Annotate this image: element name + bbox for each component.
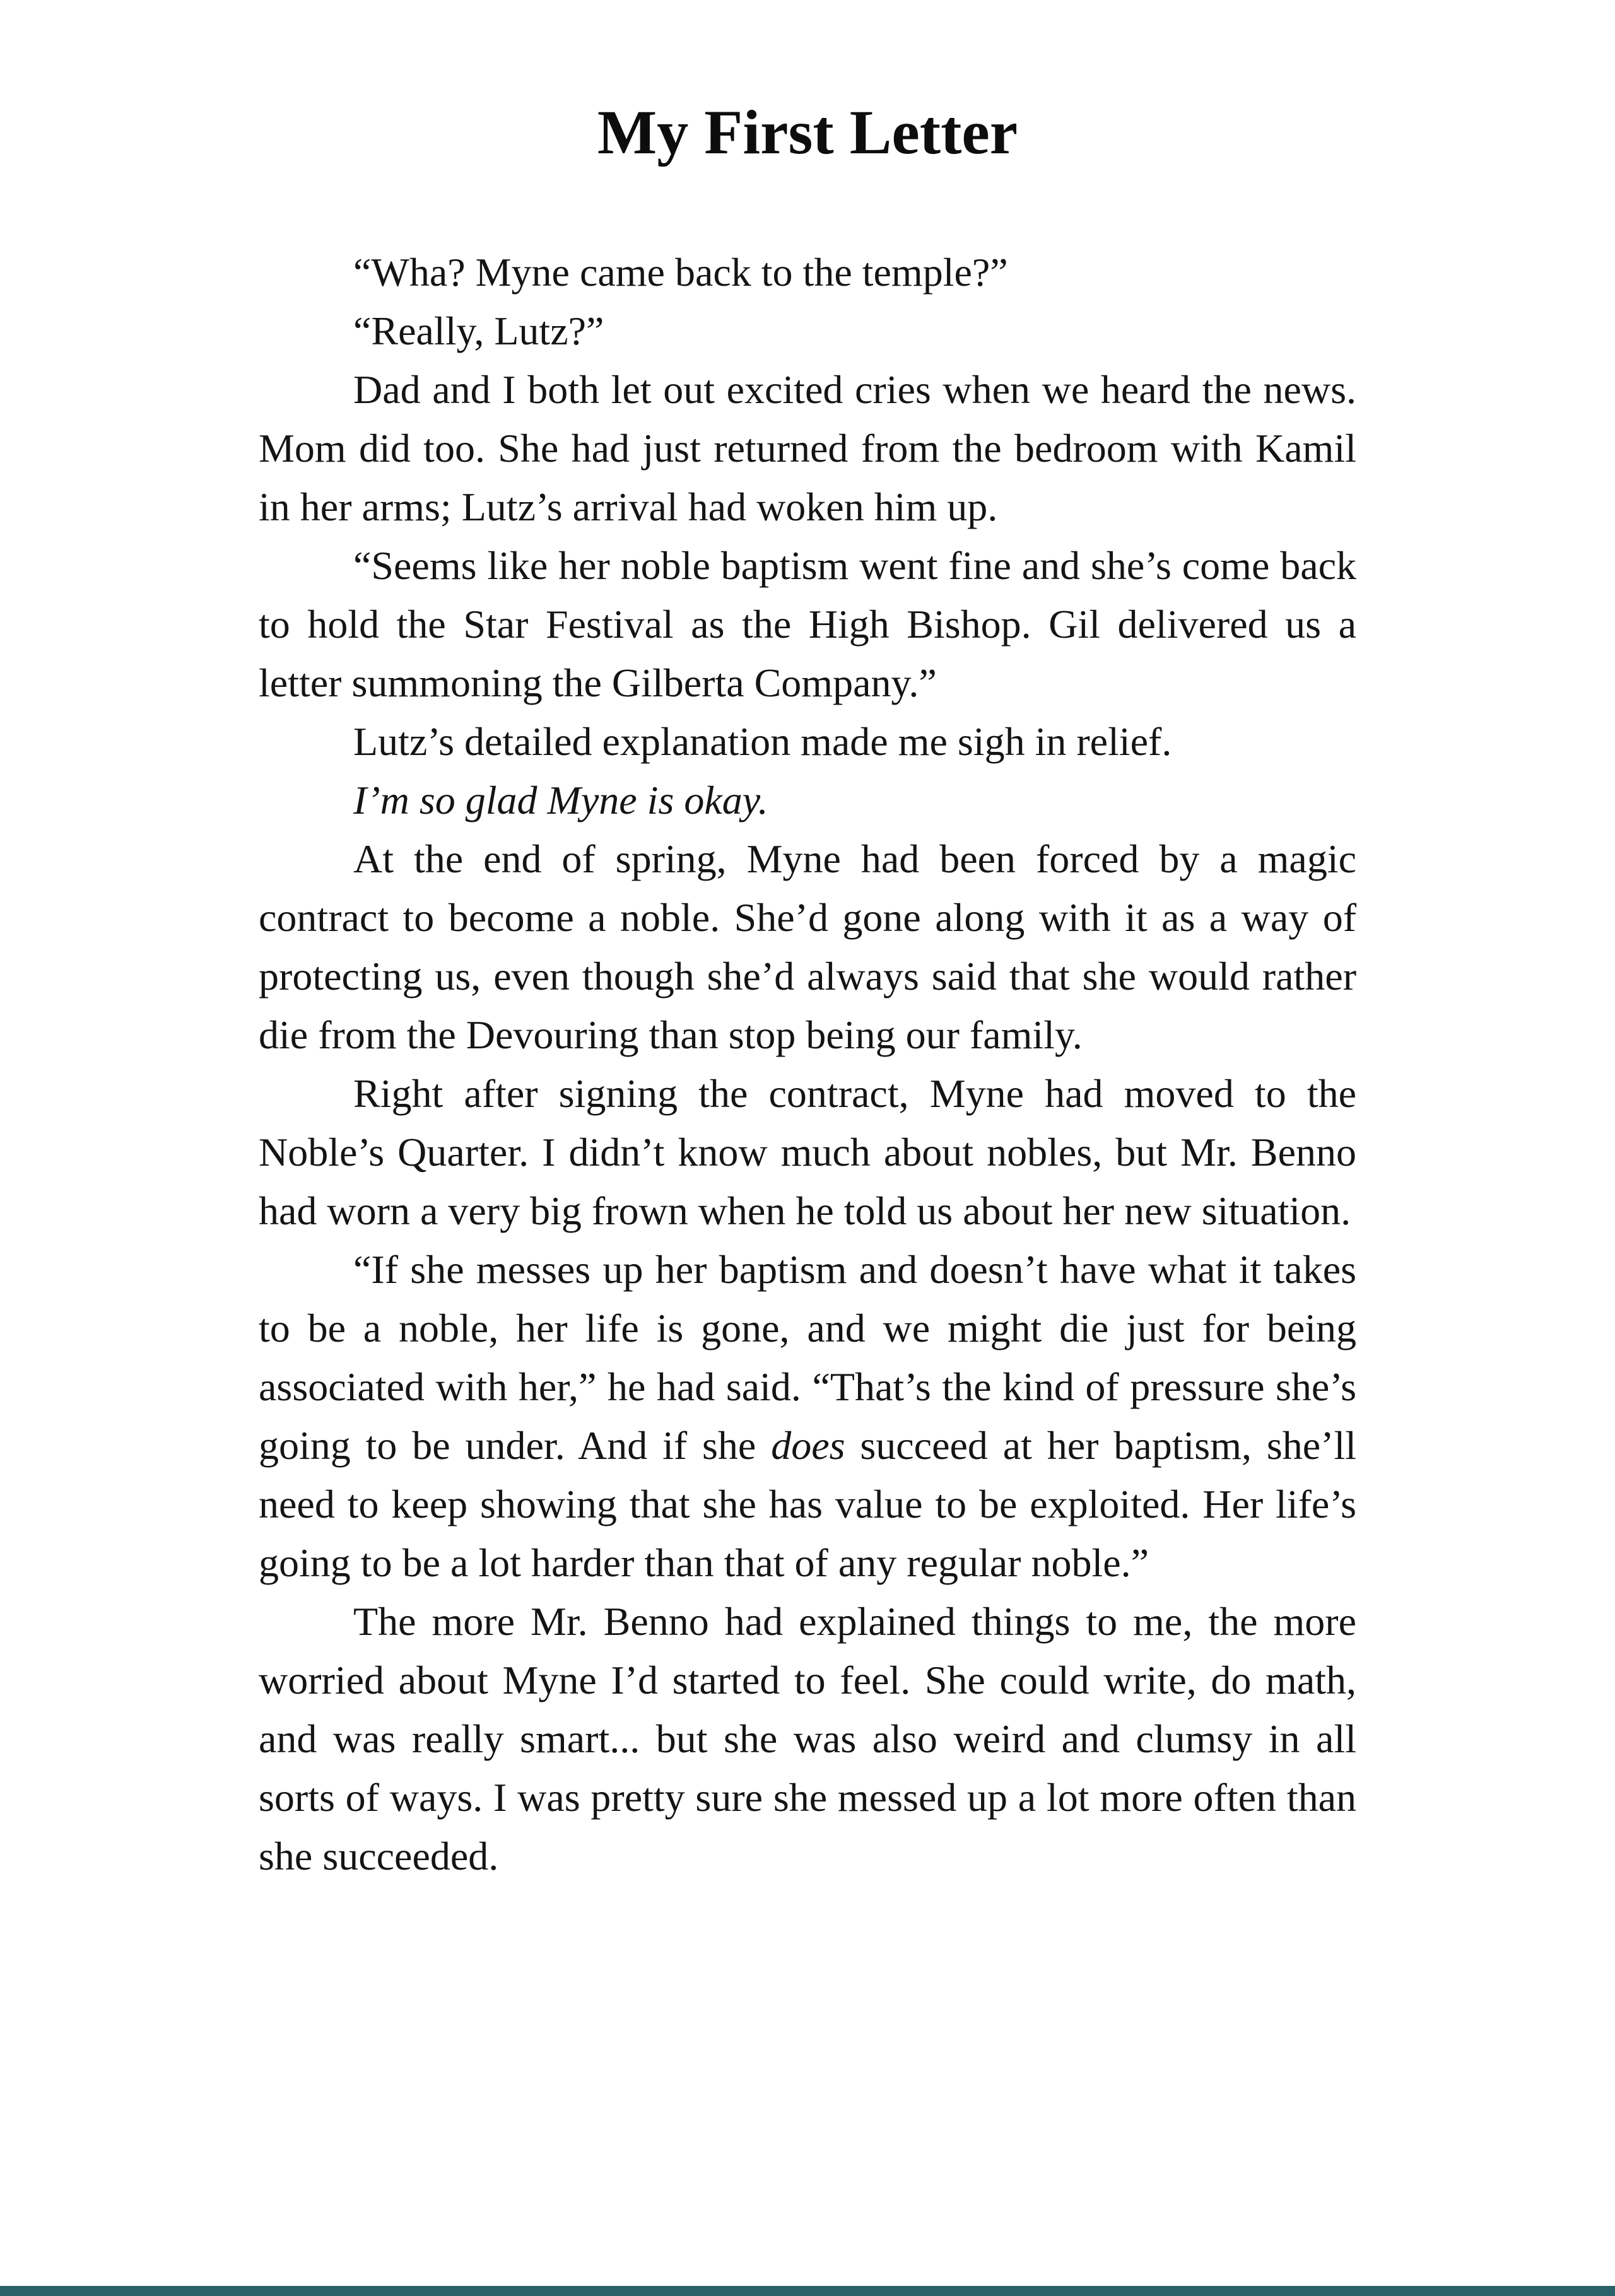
text-segment: “Seems like her noble baptism went fine and she’s come back to hold the Star Festival as the High Bishop. Gil delivered us a letter summoning the Gilberta Company.” (259, 543, 1356, 705)
text-segment: The more Mr. Benno had explained things to me, the more worried about Myne I’d started to feel. She could write, do math, and was really smart... but she was also weird and clumsy in all sorts of ways. I was pretty sure she messed up a lot more often than she succeeded. (259, 1599, 1356, 1878)
text-segment: “If she messes up her baptism and doesn’t have what it takes to be a noble, her life is gone, and we might die just for being associated with her,” he had said. “That’s the kind of pressure she’s going to be under. And if she (259, 1247, 1356, 1468)
text-segment: succeed at her baptism, she’ll need to keep showing that she has value to be exploited. Her life’s going to be a lot harder than that of any regular noble.” (259, 1423, 1357, 1585)
italic-text: does (771, 1423, 845, 1468)
paragraph (259, 1240, 1356, 1592)
paragraph (259, 1064, 1356, 1240)
text-segment: Right after signing the contract, Myne had moved to the Noble’s Quarter. I didn’t know much about nobles, but Mr. Benno had worn a very big frown when he told us about her new situation. (259, 1071, 1356, 1233)
paragraph (259, 1592, 1356, 1885)
text-segment: At the end of spring, Myne had been forced by a magic contract to become a noble. She’d gone along with it as a way of protecting us, even though she’d always said that she would rather die from the Devouring than stop being our family. (259, 836, 1356, 1057)
italic-text: I’m so glad Myne is okay. (353, 778, 768, 823)
bottom-progress-bar (0, 2286, 1615, 2296)
text-segment: “Really, Lutz?” (353, 308, 604, 353)
paragraph (259, 302, 1356, 360)
text-segment: Dad and I both let out excited cries when we heard the news. Mom did too. She had just returned from the bedroom with Kamil in her arms; Lutz’s arrival had woken him up. (259, 367, 1356, 529)
paragraph (259, 829, 1356, 1064)
paragraph (259, 712, 1356, 771)
chapter-title: My First Letter (597, 97, 1018, 167)
paragraph (259, 360, 1356, 536)
chapter-text (259, 243, 1356, 1885)
text-segment: Lutz’s detailed explanation made me sigh in relief. (353, 719, 1172, 764)
text-segment: “Wha? Myne came back to the temple?” (353, 250, 1008, 295)
paragraph (259, 243, 1356, 302)
paragraph (259, 536, 1356, 712)
paragraph (259, 771, 1356, 829)
